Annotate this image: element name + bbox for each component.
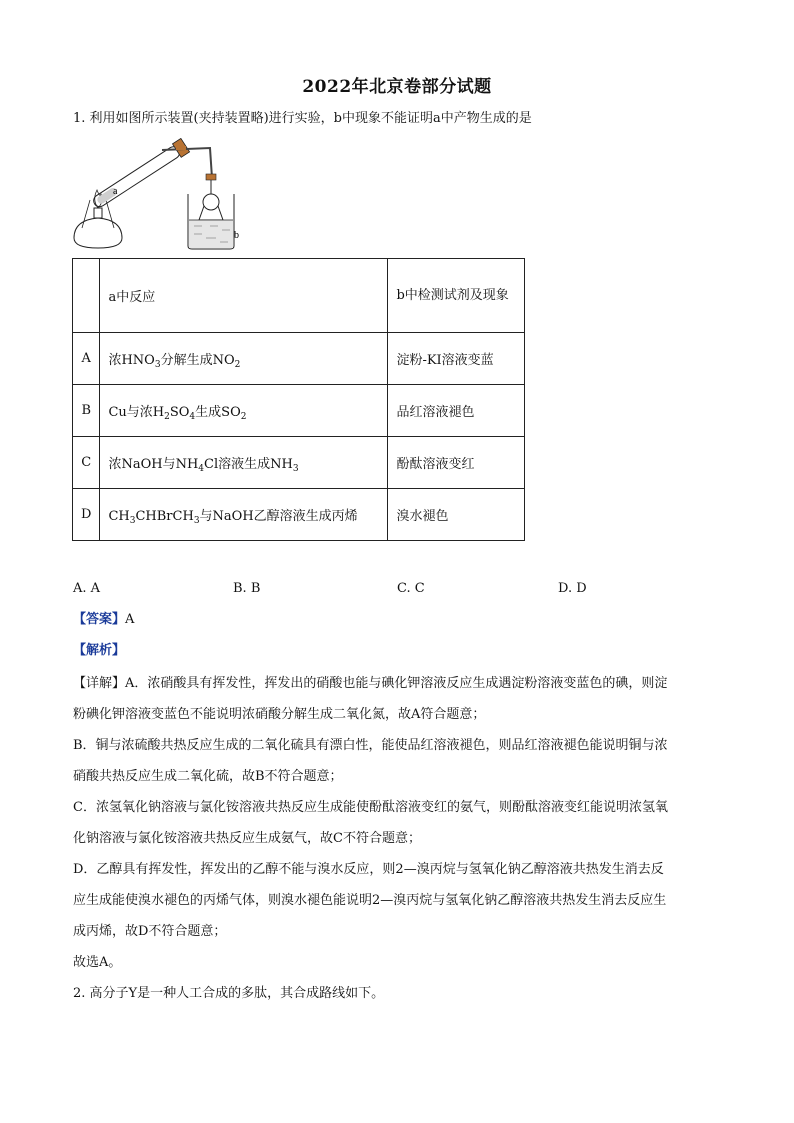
answer-tag: 【答案】 bbox=[73, 612, 126, 627]
table-row bbox=[73, 333, 525, 385]
apparatus-figure bbox=[70, 138, 270, 253]
detail-line: 粉碘化钾溶液变蓝色不能说明浓硝酸分解生成二氧化氮，故A符合题意； bbox=[73, 707, 486, 722]
question-2-stem: 2. 高分子Y是一种人工合成的多肽，其合成路线如下。 bbox=[73, 986, 385, 1001]
question-1-stem: 1. 利用如图所示装置(夹持装置略)进行实验，b中现象不能证明a中产物生成的是 bbox=[73, 111, 532, 126]
row-letter: B bbox=[73, 385, 100, 437]
detail-tag: 【详解】 bbox=[73, 676, 126, 691]
reaction-cell: $CH_3CHBrCH_3$与NaOH乙醇溶液生成丙烯 bbox=[100, 489, 388, 541]
detail-line: 故选A。 bbox=[73, 955, 122, 970]
detail-line: 成丙烯，故D不符合题意； bbox=[73, 924, 227, 939]
reaction-cell: 浓$HNO_3$分解生成$NO_2$ bbox=[100, 333, 388, 385]
reaction-cell: Cu与浓$H_2SO_4$生成$SO_2$ bbox=[100, 385, 388, 437]
result-cell: 淀粉-KI溶液变蓝 bbox=[388, 333, 525, 385]
row-letter: D bbox=[73, 489, 100, 541]
choice-a: A. A bbox=[73, 581, 101, 596]
choice-b: B. B bbox=[233, 581, 261, 596]
detail-block bbox=[73, 668, 723, 978]
table-cell bbox=[73, 259, 100, 333]
header-b-reagent: b中检测试剂及现象 bbox=[388, 259, 525, 333]
table-row bbox=[73, 385, 525, 437]
table-row bbox=[73, 489, 525, 541]
analysis-tag: 【解析】 bbox=[73, 643, 126, 658]
detail-line: 硝酸共热反应生成二氧化硫，故B不符合题意； bbox=[73, 769, 343, 784]
answer-value: A bbox=[125, 612, 135, 627]
row-letter: A bbox=[73, 333, 100, 385]
label-b: b bbox=[234, 230, 239, 241]
detail-line: D．乙醇具有挥发性，挥发出的乙醇不能与溴水反应，则2—溴丙烷与氢氧化钠乙醇溶液共热发生消去反 bbox=[73, 862, 664, 877]
choice-d: D. D bbox=[558, 581, 587, 596]
reaction-table bbox=[72, 258, 525, 541]
label-a: a bbox=[113, 186, 118, 197]
result-cell: 溴水褪色 bbox=[388, 489, 525, 541]
reaction-cell: 浓NaOH与$NH_4Cl$溶液生成$NH_3$ bbox=[100, 437, 388, 489]
header-a-reaction: a中反应 bbox=[100, 259, 388, 333]
detail-line: 化钠溶液与氯化铵溶液共热反应生成氨气，故C不符合题意； bbox=[73, 831, 421, 846]
page-title: 2022年北京卷部分试题 bbox=[302, 77, 492, 97]
detail-line: 【详解】A．浓硝酸具有挥发性，挥发出的硝酸也能与碘化钾溶液反应生成遇淀粉溶液变蓝色的碘，则淀 bbox=[73, 676, 668, 691]
answer-line bbox=[73, 604, 723, 635]
table-header-row bbox=[73, 259, 525, 333]
detail-line: C．浓氢氧化钠溶液与氯化铵溶液共热反应生成能使酚酞溶液变红的氨气，则酚酞溶液变红能说明浓氢氧 bbox=[73, 800, 668, 815]
result-cell: 酚酞溶液变红 bbox=[388, 437, 525, 489]
detail-line: 应生成能使溴水褪色的丙烯气体，则溴水褪色能说明2—溴丙烷与氢氧化钠乙醇溶液共热发生消去反应生 bbox=[73, 893, 667, 908]
choice-c: C. C bbox=[397, 581, 425, 596]
detail-line: B．铜与浓硫酸共热反应生成的二氧化硫具有漂白性，能使品红溶液褪色，则品红溶液褪色能说明铜与浓 bbox=[73, 738, 668, 753]
result-cell: 品红溶液褪色 bbox=[388, 385, 525, 437]
row-letter: C bbox=[73, 437, 100, 489]
alcohol-lamp bbox=[74, 218, 122, 248]
table-row bbox=[73, 437, 525, 489]
